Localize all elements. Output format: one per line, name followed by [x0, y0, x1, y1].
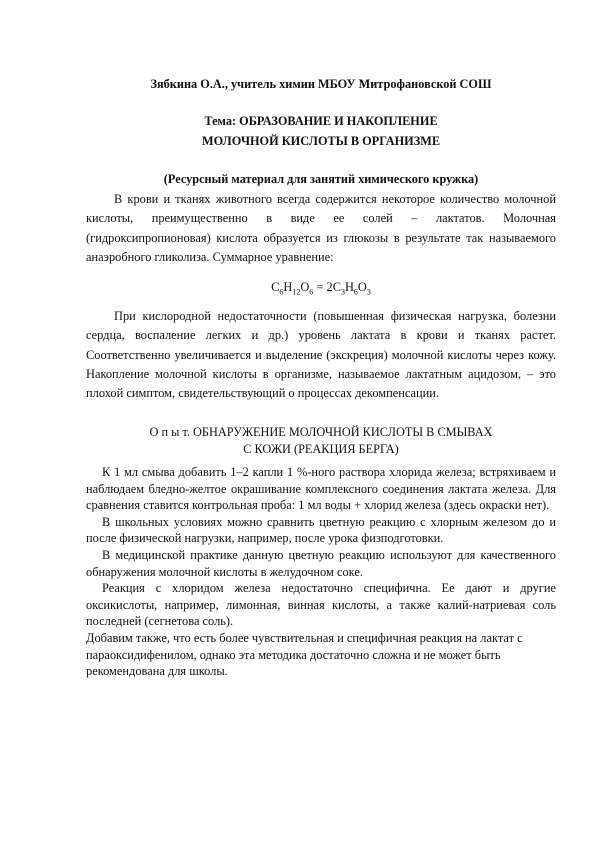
- experiment-paragraph: К 1 мл смыва добавить 1–2 капли 1 %-ного раствора хлорида железа; встряхиваем и наблюдаем бледно-желтое окрашивание комплексного соединения лактата железа. Для сравнения ставится контрольная проба: 1 мл воды + хлорид железа (здесь окраски нет).: [86, 465, 556, 513]
- theme-title-line-2: МОЛОЧНОЙ КИСЛОТЫ В ОРГАНИЗМЕ: [201, 134, 441, 148]
- experiment-title-line-2: С КОЖИ (РЕАКЦИЯ БЕРГА): [243, 441, 399, 456]
- experiment-paragraph: В школьных условиях можно сравнить цветную реакцию с хлорным железом до и после физической нагрузки, например, после урока физподготовки.: [86, 514, 556, 546]
- lactate-paragraph: При кислородной недостаточности (повышенная физическая нагрузка, болезни сердца, воспаление легких и др.) уровень лактата в крови и тканях растет. Соответственно увеличивается и выделение (экскреция) молочной кислоты через кожу. Накопление молочной кислоты в организме, называемое лактатным ацидозом, – это плохой симптом, свидетельствующий о процессах декомпенсации.: [86, 309, 556, 401]
- intro-block: [86, 190, 556, 267]
- lactate-paragraph-block: [86, 307, 556, 403]
- resource-note: (Ресурсный материал для занятий химического кружка): [163, 172, 479, 186]
- theme-title-line-1: Тема: ОБРАЗОВАНИЕ И НАКОПЛЕНИЕ: [204, 114, 438, 128]
- author-line: Зябкина О.А., учитель химии МБОУ Митрофановской СОШ: [150, 77, 492, 91]
- experiment-body: [86, 464, 556, 680]
- experiment-title: [86, 424, 556, 457]
- experiment-paragraph: В медицинской практике данную цветную реакцию используют для качественного обнаружения молочной кислоты в желудочном соке.: [86, 547, 556, 579]
- experiment-title-line-1: О п ы т. ОБНАРУЖЕНИЕ МОЛОЧНОЙ КИСЛОТЫ В СМЫВАХ: [149, 425, 493, 439]
- intro-paragraph: В крови и тканях животного всегда содержится некоторое количество молочной кислоты, преимущественно в виде ее солей – лактатов. Молочная (гидроксипропионовая) кислота образуется из глюкозы в результате так называемого анаэробного гликолиза. Суммарное уравнение:: [86, 192, 556, 264]
- experiment-paragraph: Реакция с хлоридом железа недостаточно специфична. Ее дают и другие оксикислоты, например, лимонная, винная кислоты, а также калий-натриевая соль последней (сегнетова соль).: [86, 581, 556, 629]
- final-paragraph: Добавим также, что есть более чувствительная и специфичная реакция на лактат с параоксидифенилом, однако эта методика достаточно сложна и не может быть рекомендована для школы.: [86, 630, 523, 679]
- glycolysis-equation: $C_6H_{12}O_6 = 2C_3H_6O_3$: [271, 280, 371, 297]
